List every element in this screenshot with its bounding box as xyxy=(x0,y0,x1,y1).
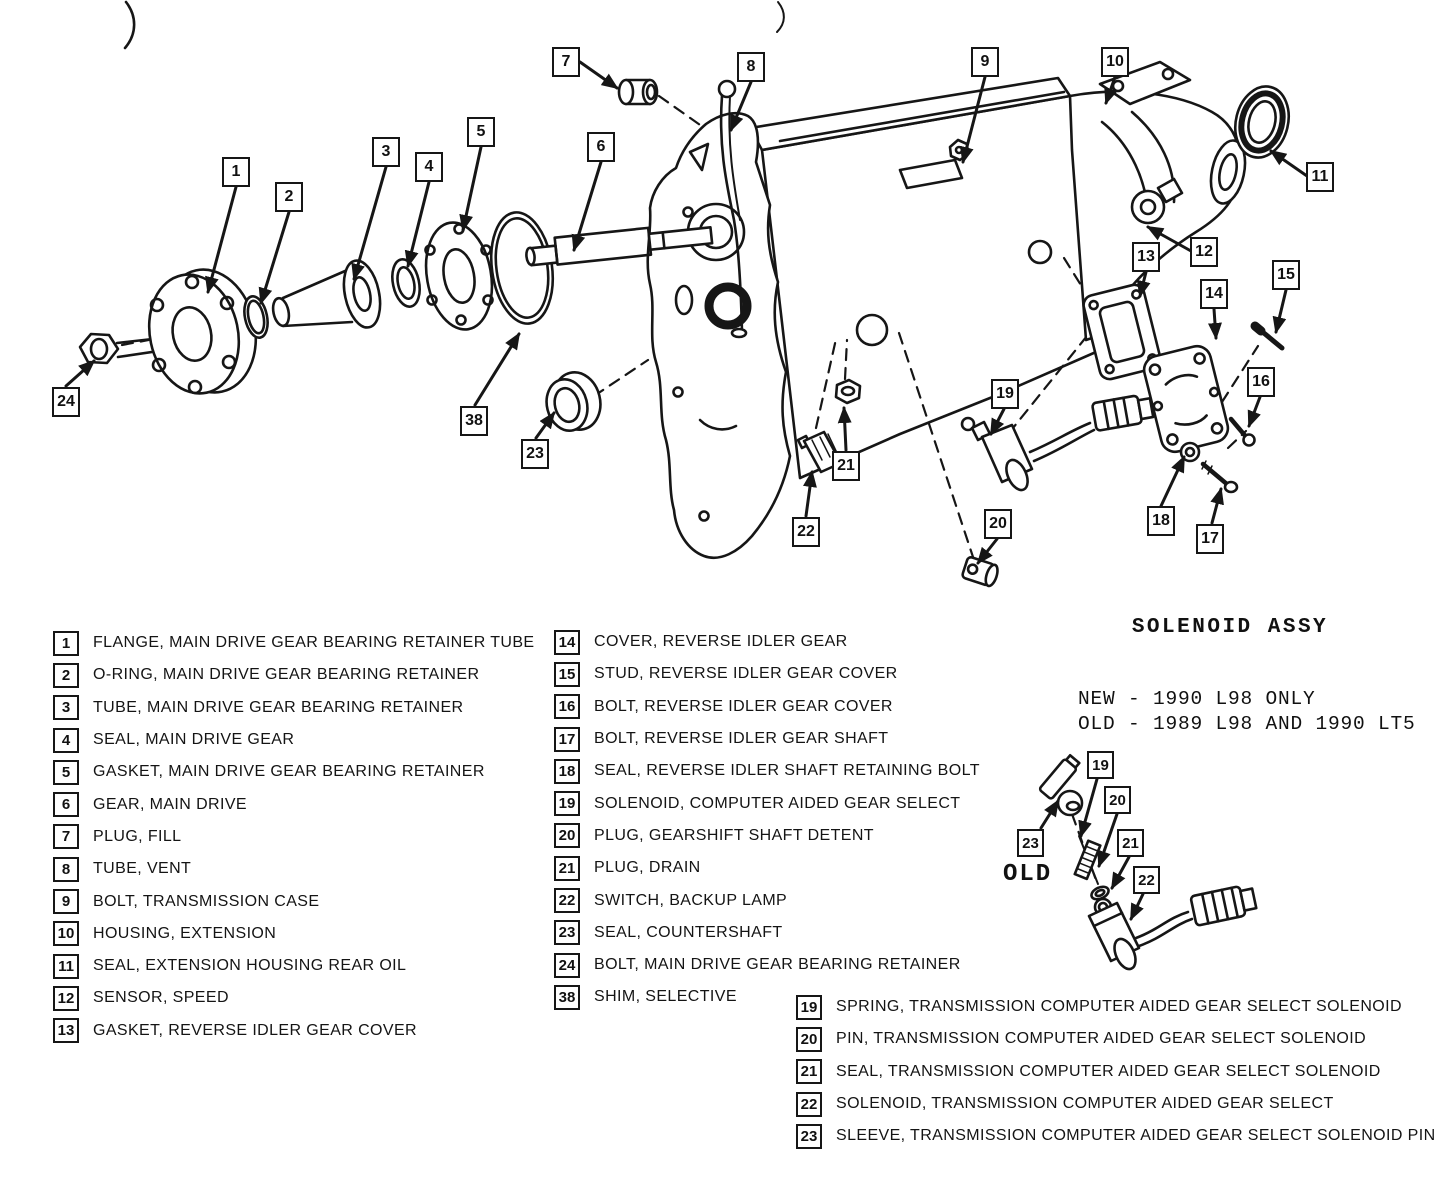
part-label: O-RING, MAIN DRIVE GEAR BEARING RETAINER xyxy=(93,666,480,684)
callout-21: 21 xyxy=(832,451,860,481)
part-label: BOLT, TRANSMISSION CASE xyxy=(93,892,320,910)
callout-23: 23 xyxy=(1017,829,1044,857)
legend-item-14 xyxy=(554,626,980,658)
part-number-badge: 14 xyxy=(554,630,580,655)
callout-4: 4 xyxy=(415,152,443,182)
legend-item-23 xyxy=(796,1120,1436,1152)
part-label: FLANGE, MAIN DRIVE GEAR BEARING RETAINER TUBE xyxy=(93,634,535,652)
countershaft-seal-23 xyxy=(541,367,606,435)
part-label: PLUG, DRAIN xyxy=(594,859,701,877)
part-number-badge: 7 xyxy=(53,824,79,849)
part-label: GASKET, MAIN DRIVE GEAR BEARING RETAINER xyxy=(93,763,485,781)
legend-item-3 xyxy=(53,692,534,724)
part-label: SEAL, MAIN DRIVE GEAR xyxy=(93,731,295,749)
callout-12: 12 xyxy=(1190,237,1218,267)
part-label: HOUSING, EXTENSION xyxy=(93,924,277,942)
solenoid-parts-legend xyxy=(796,991,1436,1152)
callout-10: 10 xyxy=(1101,47,1129,77)
legend-item-13 xyxy=(53,1015,534,1047)
scan-artifact-marks xyxy=(125,2,784,48)
legend-item-6 xyxy=(53,788,534,820)
part-label: SENSOR, SPEED xyxy=(93,989,229,1007)
callout-14: 14 xyxy=(1200,279,1228,309)
part-number-badge: 3 xyxy=(53,695,79,720)
part-number-badge: 18 xyxy=(554,759,580,784)
drive-gear-seal-4 xyxy=(388,257,423,309)
callout-1: 1 xyxy=(222,157,250,187)
part-number-badge: 13 xyxy=(53,1018,79,1043)
legend-item-8 xyxy=(53,853,534,885)
callout-18: 18 xyxy=(1147,506,1175,536)
part-number-badge: 23 xyxy=(796,1124,822,1149)
legend-item-19 xyxy=(554,787,980,819)
part-label: TUBE, MAIN DRIVE GEAR BEARING RETAINER xyxy=(93,698,464,716)
part-label: GEAR, MAIN DRIVE xyxy=(93,795,247,813)
part-number-badge: 21 xyxy=(554,856,580,881)
legend-item-15 xyxy=(554,658,980,690)
part-label: COVER, REVERSE IDLER GEAR xyxy=(594,633,848,651)
callout-19: 19 xyxy=(1087,751,1114,779)
part-number-badge: 12 xyxy=(53,986,79,1011)
idler-cover-14 xyxy=(1141,343,1231,455)
callout-20: 20 xyxy=(984,509,1012,539)
part-label: SEAL, TRANSMISSION COMPUTER AIDED GEAR SELECT SOLENOID xyxy=(836,1062,1381,1080)
callout-5: 5 xyxy=(467,117,495,147)
legend-item-23 xyxy=(554,917,980,949)
legend-item-4 xyxy=(53,724,534,756)
legend-item-7 xyxy=(53,821,534,853)
retainer-gasket-5 xyxy=(418,217,500,334)
part-label: PLUG, GEARSHIFT SHAFT DETENT xyxy=(594,826,874,844)
callout-22: 22 xyxy=(792,517,820,547)
part-number-badge: 19 xyxy=(554,791,580,816)
callout-16: 16 xyxy=(1247,367,1275,397)
part-label: SEAL, REVERSE IDLER SHAFT RETAINING BOLT xyxy=(594,762,980,780)
part-label: SPRING, TRANSMISSION COMPUTER AIDED GEAR SELECT SOLENOID xyxy=(836,998,1402,1016)
legend-item-21 xyxy=(796,1056,1436,1088)
part-number-badge: 38 xyxy=(554,985,580,1010)
part-number-badge: 9 xyxy=(53,889,79,914)
part-number-badge: 23 xyxy=(554,920,580,945)
part-number-badge: 16 xyxy=(554,694,580,719)
legend-item-16 xyxy=(554,691,980,723)
solenoid-note-new: NEW - 1990 L98 ONLY xyxy=(1078,688,1316,710)
parts-legend-middle-column xyxy=(554,626,980,1014)
callout-23: 23 xyxy=(521,439,549,469)
legend-item-22 xyxy=(554,884,980,916)
legend-item-12 xyxy=(53,982,534,1014)
callout-17: 17 xyxy=(1196,524,1224,554)
callout-11: 11 xyxy=(1306,162,1334,192)
idler-shaft-bolt-17 xyxy=(1202,461,1237,492)
selective-shim-38 xyxy=(484,208,559,327)
part-number-badge: 8 xyxy=(53,857,79,882)
part-label: SWITCH, BACKUP LAMP xyxy=(594,891,788,909)
part-number-badge: 22 xyxy=(554,888,580,913)
case-front-plate xyxy=(648,113,790,558)
transmission-case xyxy=(750,78,1112,478)
callout-2: 2 xyxy=(275,182,303,212)
legend-item-24 xyxy=(554,949,980,981)
part-number-badge: 15 xyxy=(554,662,580,687)
part-number-badge: 20 xyxy=(796,1027,822,1052)
drain-plug-21 xyxy=(836,380,860,403)
part-label: SEAL, COUNTERSHAFT xyxy=(594,923,783,941)
part-number-badge: 5 xyxy=(53,760,79,785)
legend-item-20 xyxy=(796,1023,1436,1055)
solenoid-spring-19-old xyxy=(1075,841,1101,879)
callout-15: 15 xyxy=(1272,260,1300,290)
legend-item-10 xyxy=(53,918,534,950)
solenoid-22-old xyxy=(1089,884,1257,973)
part-number-badge: 20 xyxy=(554,823,580,848)
legend-item-17 xyxy=(554,723,980,755)
part-label: SLEEVE, TRANSMISSION COMPUTER AIDED GEAR SELECT SOLENOID PIN xyxy=(836,1127,1436,1145)
legend-item-18 xyxy=(554,755,980,787)
callout-19: 19 xyxy=(991,379,1019,409)
part-number-badge: 21 xyxy=(796,1059,822,1084)
part-label: BOLT, REVERSE IDLER GEAR SHAFT xyxy=(594,730,889,748)
part-label: STUD, REVERSE IDLER GEAR COVER xyxy=(594,665,898,683)
callout-8: 8 xyxy=(737,52,765,82)
part-label: GASKET, REVERSE IDLER GEAR COVER xyxy=(93,1021,417,1039)
part-label: SOLENOID, TRANSMISSION COMPUTER AIDED GEAR SELECT xyxy=(836,1095,1334,1113)
part-label: BOLT, MAIN DRIVE GEAR BEARING RETAINER xyxy=(594,956,961,974)
part-number-badge: 10 xyxy=(53,921,79,946)
part-number-badge: 11 xyxy=(53,954,79,979)
part-number-badge: 4 xyxy=(53,728,79,753)
part-number-badge: 2 xyxy=(53,663,79,688)
callout-9: 9 xyxy=(971,47,999,77)
fill-plug-7 xyxy=(619,80,657,104)
parts-legend-left-column xyxy=(53,627,534,1047)
callout-38: 38 xyxy=(460,406,488,436)
callout-6: 6 xyxy=(587,132,615,162)
solenoid-note-old: OLD - 1989 L98 AND 1990 LT5 xyxy=(1078,713,1416,735)
part-label: SOLENOID, COMPUTER AIDED GEAR SELECT xyxy=(594,794,961,812)
old-assembly-label: OLD xyxy=(1003,861,1053,888)
callout-3: 3 xyxy=(372,137,400,167)
callout-20: 20 xyxy=(1104,786,1131,814)
legend-item-9 xyxy=(53,885,534,917)
legend-item-11 xyxy=(53,950,534,982)
part-number-badge: 1 xyxy=(53,631,79,656)
legend-item-20 xyxy=(554,820,980,852)
callout-21: 21 xyxy=(1117,829,1144,857)
part-number-badge: 24 xyxy=(554,953,580,978)
part-label: BOLT, REVERSE IDLER GEAR COVER xyxy=(594,697,893,715)
part-number-badge: 19 xyxy=(796,995,822,1020)
part-number-badge: 6 xyxy=(53,792,79,817)
part-label: PLUG, FILL xyxy=(93,827,182,845)
legend-item-5 xyxy=(53,756,534,788)
part-label: SEAL, EXTENSION HOUSING REAR OIL xyxy=(93,957,407,975)
legend-item-19 xyxy=(796,991,1436,1023)
part-label: TUBE, VENT xyxy=(93,860,192,878)
legend-item-2 xyxy=(53,659,534,691)
legend-item-1 xyxy=(53,627,534,659)
part-number-badge: 22 xyxy=(796,1092,822,1117)
callout-22: 22 xyxy=(1133,866,1160,894)
legend-item-22 xyxy=(796,1088,1436,1120)
callout-7: 7 xyxy=(552,47,580,77)
callout-13: 13 xyxy=(1132,242,1160,272)
part-label: PIN, TRANSMISSION COMPUTER AIDED GEAR SELECT SOLENOID xyxy=(836,1030,1367,1048)
part-number-badge: 17 xyxy=(554,727,580,752)
part-label: SHIM, SELECTIVE xyxy=(594,988,737,1006)
callout-24: 24 xyxy=(52,387,80,417)
solenoid-assy-title: SOLENOID ASSY xyxy=(1131,616,1329,639)
flange-1 xyxy=(138,261,266,402)
retainer-tube-3 xyxy=(271,257,386,331)
solenoid-sleeve-23-old xyxy=(1039,754,1082,815)
legend-item-21 xyxy=(554,852,980,884)
